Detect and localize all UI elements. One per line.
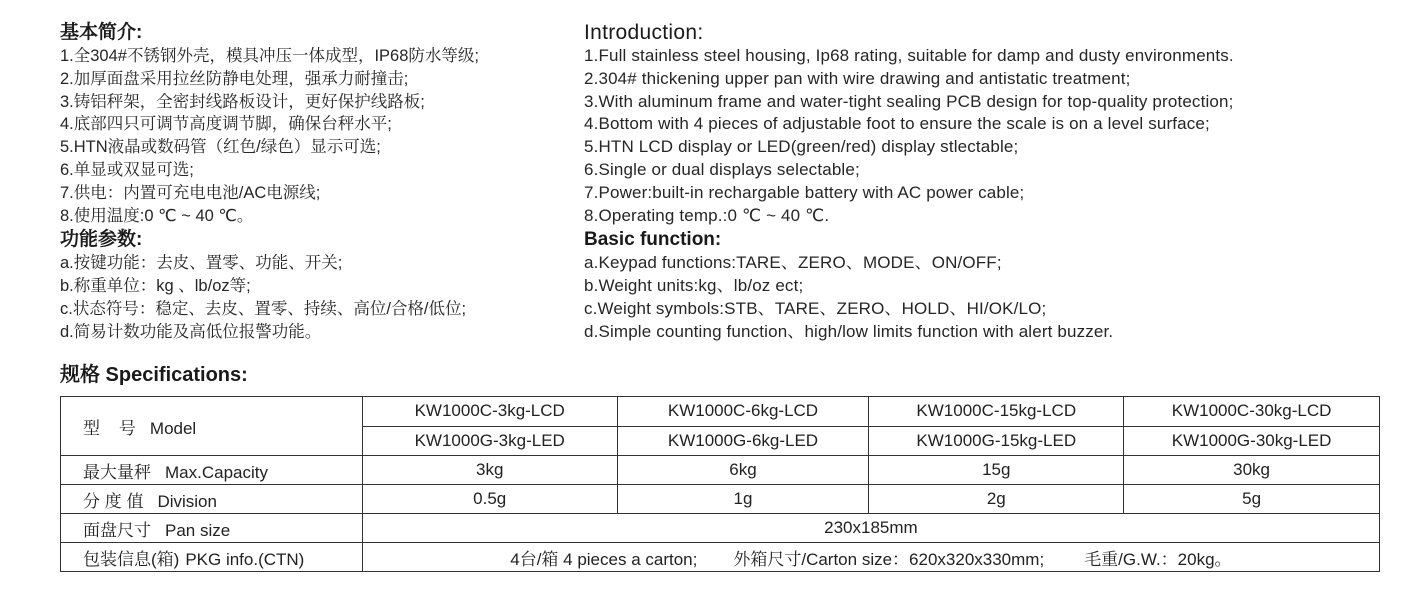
function-item-cn: a.按键功能：去皮、置零、功能、开关; <box>60 254 343 273</box>
model-cell: KW1000C-30kg-LCD <box>1124 397 1380 427</box>
function-item-en: b.Weight units:kg、lb/oz ect; <box>584 276 804 296</box>
intro-item-en: 1.Full stainless steel housing, Ip68 rating, suitable for damp and dusty environments. <box>584 46 1234 65</box>
intro-item-en: 8.Operating temp.:0 ℃ ~ 40 ℃. <box>584 205 830 225</box>
function-item-en: a.Keypad functions:TARE、ZERO、MODE、ON/OFF; <box>584 253 1002 273</box>
pkg-carton-size: 外箱尺寸/Carton size：620x320x330mm; <box>733 549 1045 569</box>
function-list-en <box>584 252 1414 343</box>
model-cell: KW1000G-15kg-LED <box>869 426 1124 456</box>
model-cell: KW1000G-3kg-LED <box>362 426 617 456</box>
division-label-cell <box>61 485 363 514</box>
function-item-cn: c.状态符号：稳定、去皮、置零、持续、高位/合格/低位; <box>60 299 467 318</box>
pkg-gross-weight: 毛重/G.W.：20kg。 <box>1084 549 1232 569</box>
intro-item-en: 3.With aluminum frame and water-tight sealing PCB design for top-quality protection; <box>584 91 1234 111</box>
model-cell: KW1000C-15kg-LCD <box>869 397 1124 427</box>
intro-item-cn: 7.供电：内置可充电电池/AC电源线; <box>60 183 321 202</box>
pkg-label-cn: 包装信息(箱) <box>83 549 180 569</box>
function-item-cn: d.简易计数功能及高低位报警功能。 <box>60 322 322 341</box>
division-cell: 1g <box>617 485 869 514</box>
pkg-label-cell <box>61 543 363 572</box>
model-cell: KW1000G-6kg-LED <box>617 426 869 456</box>
intro-item-en: 6.Single or dual displays selectable; <box>584 159 860 179</box>
intro-heading-en: Introduction: <box>584 21 704 44</box>
intro-item-cn: 2.加厚面盘采用拉丝防静电处理，强承力耐撞击; <box>60 69 409 88</box>
function-item-en: d.Simple counting function、high/low limits function with alert buzzer. <box>584 321 1114 341</box>
model-label-cn: 型 号 <box>83 418 136 438</box>
intro-item-cn: 5.HTN液晶或数码管（红色/绿色）显示可选; <box>60 138 381 157</box>
pan-size-label-en: Pan size <box>165 520 231 540</box>
capacity-cell: 15g <box>869 456 1124 485</box>
pan-size-label-cell <box>61 514 363 543</box>
model-cell: KW1000C-6kg-LCD <box>617 397 869 427</box>
capacity-label-en: Max.Capacity <box>165 462 268 482</box>
intro-item-cn: 1.全304#不锈钢外壳，模具冲压一体成型，IP68防水等级; <box>60 47 479 65</box>
pan-size-cell: 230x185mm <box>362 514 1379 543</box>
model-label-en: Model <box>149 418 197 438</box>
pkg-label-en: PKG info.(CTN) <box>185 549 305 569</box>
division-cell: 0.5g <box>362 485 617 514</box>
table-row <box>61 485 1380 514</box>
table-row <box>61 514 1380 543</box>
intro-item-en: 5.HTN LCD display or LED(green/red) display stlectable; <box>584 137 1019 157</box>
capacity-label-cn: 最大量秤 <box>83 462 151 482</box>
capacity-cell: 6kg <box>617 456 869 485</box>
intro-item-en: 2.304# thickening upper pan with wire drawing and antistatic treatment; <box>584 68 1131 88</box>
capacity-cell: 3kg <box>362 456 617 485</box>
intro-item-en: 4.Bottom with 4 pieces of adjustable foot to ensure the scale is on a level surface; <box>584 114 1210 134</box>
table-row <box>61 543 1380 572</box>
model-cell: KW1000G-30kg-LED <box>1124 426 1380 456</box>
chinese-column <box>60 20 560 344</box>
capacity-label-cell <box>61 456 363 485</box>
function-item-cn: b.称重单位：kg 、lb/oz等; <box>60 277 251 296</box>
intro-list-en <box>584 45 1414 227</box>
intro-item-cn: 4.底部四只可调节高度调节脚，确保台秤水平; <box>60 115 392 134</box>
intro-item-cn: 6.单显或双显可选; <box>60 160 194 179</box>
english-column <box>584 20 1414 344</box>
intro-item-cn: 3.铸铝秤架，全密封线路板设计，更好保护线路板; <box>60 92 425 111</box>
pan-size-label-cn: 面盘尺寸 <box>83 520 151 540</box>
division-label-en: Division <box>157 491 217 511</box>
intro-heading-cn: 基本简介: <box>60 22 143 43</box>
capacity-cell: 30kg <box>1124 456 1380 485</box>
intro-item-cn: 8.使用温度:0 ℃ ~ 40 ℃。 <box>60 206 254 225</box>
function-heading-en: Basic function: <box>584 229 722 251</box>
pkg-info-cell <box>362 543 1379 572</box>
intro-list-cn <box>60 45 560 227</box>
pkg-pieces: 4台/箱 4 pieces a carton; <box>510 549 698 569</box>
specifications-table <box>60 396 1380 572</box>
function-heading-cn: 功能参数: <box>60 229 143 251</box>
division-label-cn: 分 度 值 <box>83 491 144 511</box>
table-row <box>61 397 1380 427</box>
model-cell: KW1000C-3kg-LCD <box>362 397 617 427</box>
specifications-title: 规格 Specifications: <box>60 364 248 386</box>
function-item-en: c.Weight symbols:STB、TARE、ZERO、HOLD、HI/OK/LO; <box>584 298 1047 318</box>
table-row <box>61 456 1380 485</box>
intro-item-en: 7.Power:built-in rechargable battery with AC power cable; <box>584 182 1025 202</box>
division-cell: 5g <box>1124 485 1380 514</box>
division-cell: 2g <box>869 485 1124 514</box>
function-list-cn <box>60 252 560 343</box>
model-label-cell <box>61 397 363 456</box>
